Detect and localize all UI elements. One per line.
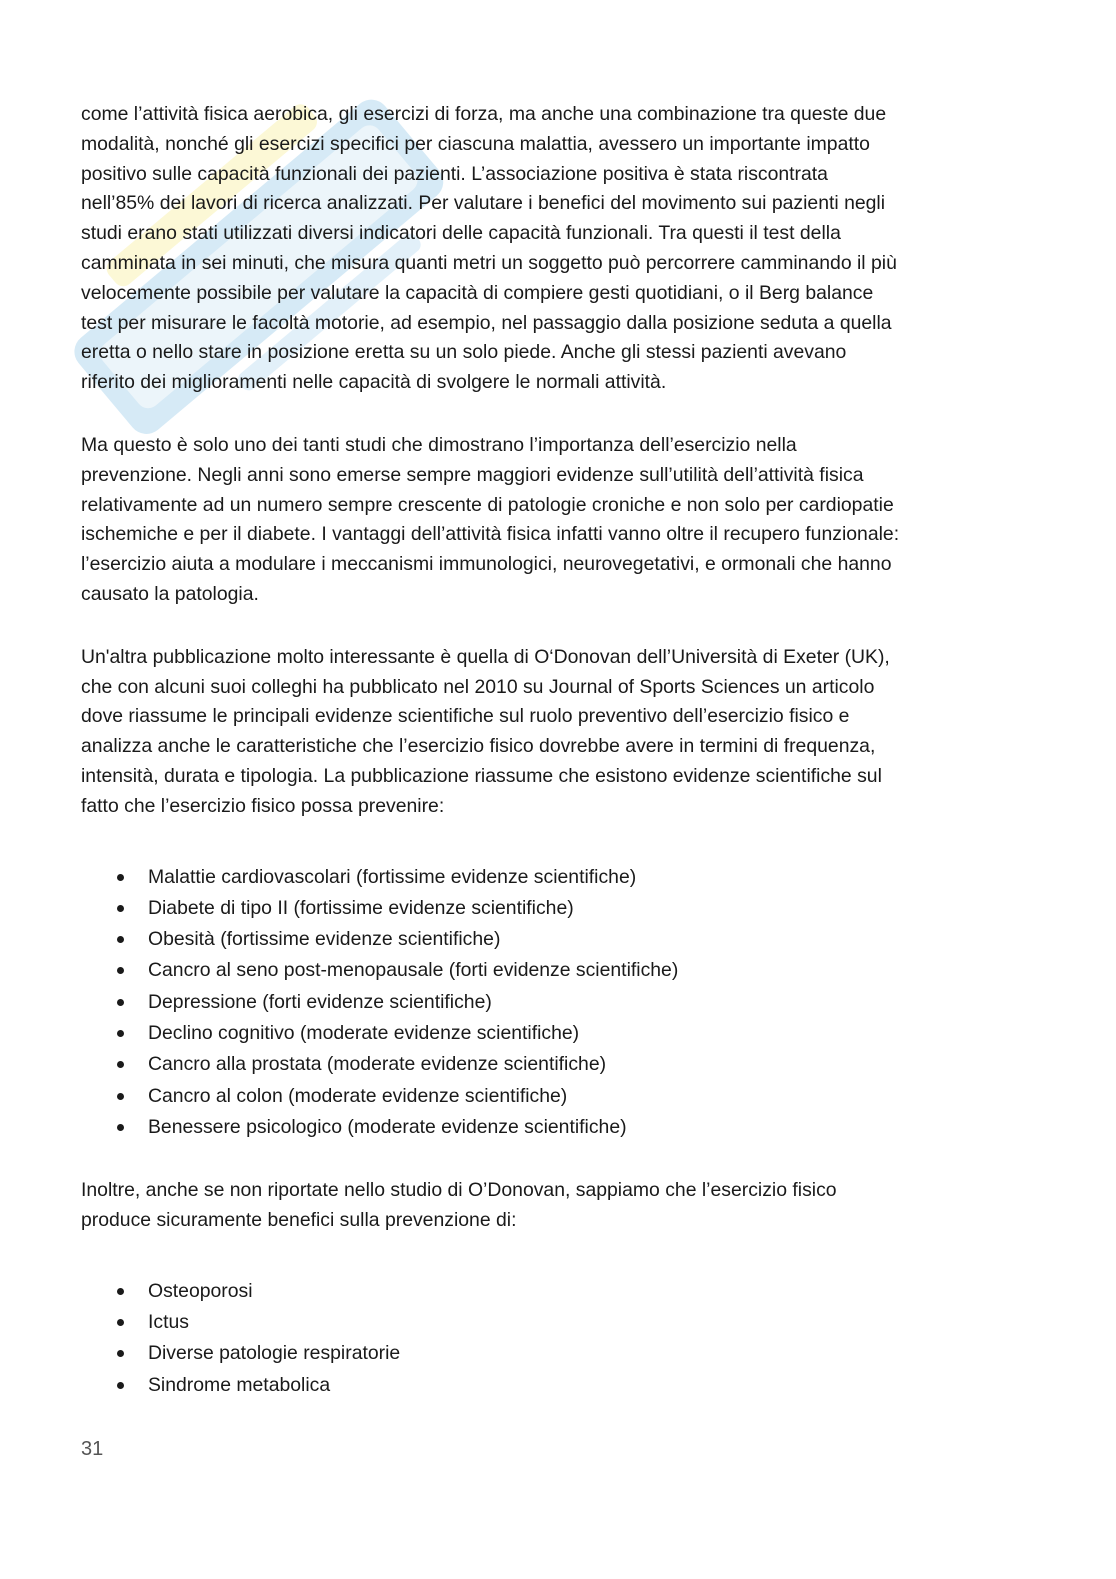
paragraph-4 [81, 1176, 1041, 1236]
text-line: modalità, nonché gli esercizi specifici per ciascuna malattia, avessero un importante impatto [81, 132, 870, 155]
list-item [81, 1276, 1041, 1307]
text-line: analizza anche le caratteristiche che l’esercizio fisico dovrebbe avere in termini di frequenza, [81, 735, 876, 758]
prevention-list [81, 862, 1041, 1144]
text-line: causato la patologia. [81, 582, 259, 605]
document-page [81, 100, 1041, 1401]
bullet-icon [117, 1319, 124, 1326]
list-item-text: Declino cognitivo (moderate evidenze scientifiche) [148, 1022, 580, 1045]
bullet-icon [117, 874, 124, 881]
text-line: relativamente ad un numero sempre crescente di patologie croniche e non solo per cardiopatie [81, 493, 894, 516]
text-line: dove riassume le principali evidenze scientifiche sul ruolo preventivo dell’esercizio fisico e [81, 705, 850, 728]
list-item [81, 1112, 1041, 1143]
text-line: produce sicuramente benefici sulla prevenzione di: [81, 1209, 517, 1231]
list-item [81, 893, 1041, 924]
paragraph-1 [81, 100, 1041, 398]
list-item [81, 1018, 1041, 1049]
text-line: Un'altra pubblicazione molto interessante è quella di O‘Donovan dell’Università di Exeter (UK), [81, 645, 890, 668]
paragraph-3 [81, 643, 1041, 822]
additional-benefits-list [81, 1276, 1041, 1401]
paragraph-2 [81, 431, 1041, 610]
list-item [81, 1081, 1041, 1112]
bullet-icon [117, 1350, 124, 1357]
text-line: fatto che l’esercizio fisico possa prevenire: [81, 794, 445, 817]
list-item-text: Diabete di tipo II (fortissime evidenze scientifiche) [148, 896, 574, 919]
bullet-icon [117, 999, 124, 1006]
page-number: 31 [81, 1438, 104, 1460]
text-line: prevenzione. Negli anni sono emerse sempre maggiori evidenze sull’utilità dell’attività fisica [81, 463, 864, 486]
list-item [81, 955, 1041, 986]
list-item-text: Ictus [148, 1311, 189, 1334]
text-line: riferito dei miglioramenti nelle capacità di svolgere le normali attività. [81, 371, 667, 394]
list-item-text: Cancro al seno post-menopausale (forti evidenze scientifiche) [148, 959, 679, 982]
list-item-text: Cancro al colon (moderate evidenze scientifiche) [148, 1084, 568, 1107]
list-item-text: Obesità (fortissime evidenze scientifiche) [148, 928, 501, 951]
list-item [81, 987, 1041, 1018]
text-line: studi erano stati utilizzati diversi indicatori delle capacità funzionali. Tra questi il test della [81, 222, 841, 245]
text-line: nell’85% dei lavori di ricerca analizzati. Per valutare i benefici del movimento sui pazienti negli [81, 192, 886, 215]
text-line: ischemiche e per il diabete. I vantaggi dell’attività fisica infatti vanno oltre il recupero funzionale: [81, 523, 900, 546]
text-line: intensità, durata e tipologia. La pubblicazione riassume che esistono evidenze scientifiche sul [81, 764, 882, 787]
text-line: positivo sulle capacità funzionali dei pazienti. L’associazione positiva è stata riscontrata [81, 162, 828, 185]
bullet-icon [117, 1124, 124, 1131]
bullet-icon [117, 1061, 124, 1068]
bullet-icon [117, 1382, 124, 1389]
bullet-icon [117, 1030, 124, 1037]
list-item-text: Diverse patologie respiratorie [148, 1342, 401, 1365]
list-item [81, 1370, 1041, 1401]
list-item-text: Depressione (forti evidenze scientifiche) [148, 990, 492, 1013]
text-line: camminata in sei minuti, che misura quanti metri un soggetto può percorrere camminando il più [81, 251, 897, 274]
list-item-text: Sindrome metabolica [148, 1373, 331, 1396]
text-line: l’esercizio aiuta a modulare i meccanismi immunologici, neurovegetativi, e ormonali che hanno [81, 553, 892, 576]
list-item-text: Osteoporosi [148, 1279, 253, 1302]
bullet-icon [117, 1288, 124, 1295]
list-item-text: Cancro alla prostata (moderate evidenze scientifiche) [148, 1053, 607, 1076]
bullet-icon [117, 967, 124, 974]
bullet-icon [117, 905, 124, 912]
list-item-text: Malattie cardiovascolari (fortissime evidenze scientifiche) [148, 865, 637, 888]
list-item [81, 1049, 1041, 1080]
text-line: Inoltre, anche se non riportate nello studio di O’Donovan, sappiamo che l’esercizio fisico [81, 1179, 837, 1202]
text-line: test per misurare le facoltà motorie, ad esempio, nel passaggio dalla posizione seduta a quella [81, 311, 892, 334]
text-line: che con alcuni suoi colleghi ha pubblicato nel 2010 su Journal of Sports Sciences un articolo [81, 675, 875, 698]
list-item [81, 862, 1041, 893]
text-line: eretta o nello stare in posizione eretta su un solo piede. Anche gli stessi pazienti avevano [81, 341, 847, 364]
bullet-icon [117, 936, 124, 943]
list-item [81, 924, 1041, 955]
bullet-icon [117, 1093, 124, 1100]
text-line: Ma questo è solo uno dei tanti studi che dimostrano l’importanza dell’esercizio nella [81, 433, 797, 456]
list-item [81, 1307, 1041, 1338]
list-item [81, 1338, 1041, 1369]
text-line: come l’attività fisica aerobica, gli esercizi di forza, ma anche una combinazione tra queste due [81, 103, 887, 125]
list-item-text: Benessere psicologico (moderate evidenze scientifiche) [148, 1115, 627, 1138]
text-line: velocemente possibile per valutare la capacità di compiere gesti quotidiani, o il Berg balance [81, 281, 874, 304]
